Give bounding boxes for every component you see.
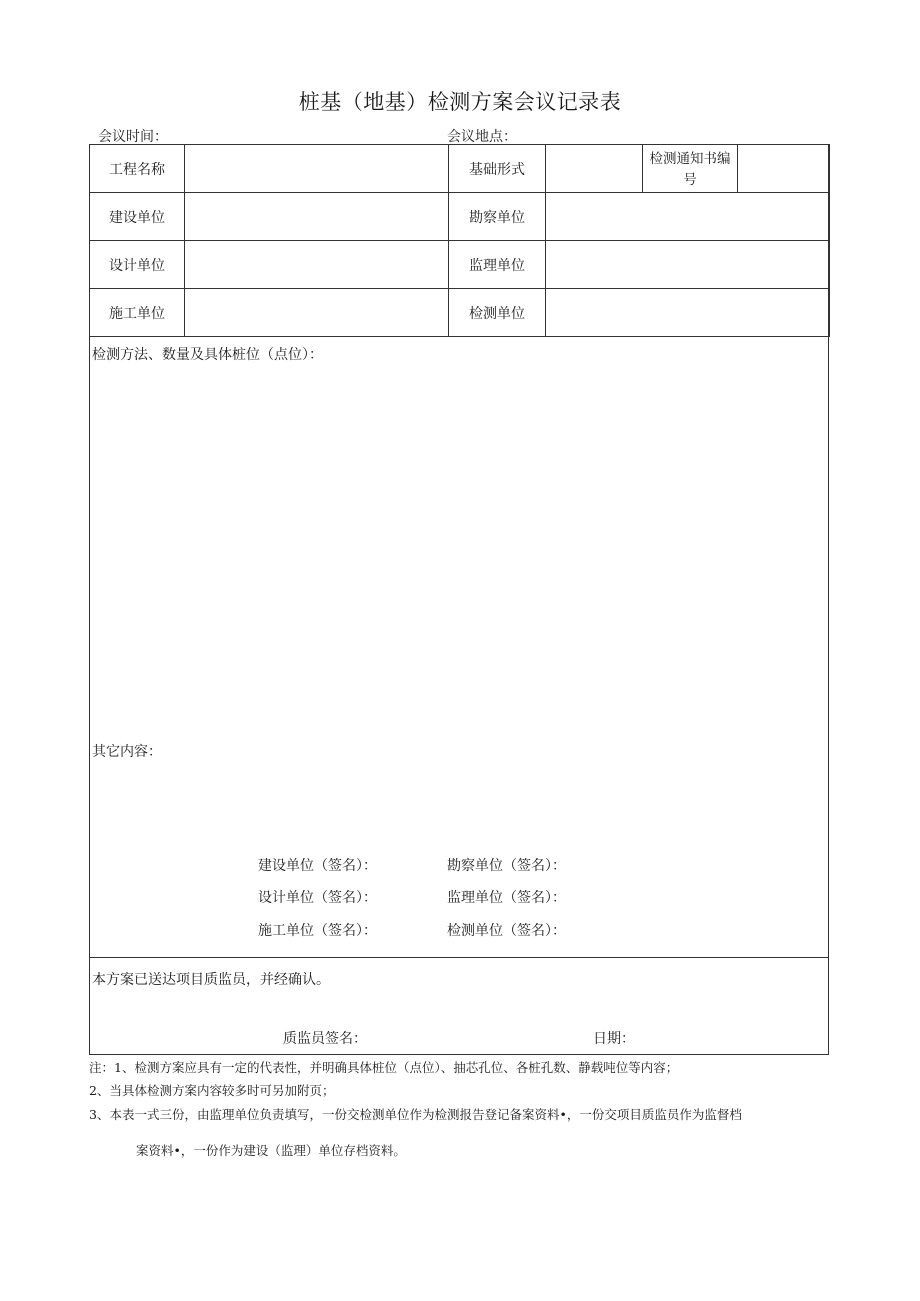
other-content-label: 其它内容： <box>92 744 162 760</box>
contractor-unit-label: 施工单位 <box>90 289 185 337</box>
supervision-unit-label: 监理单位 <box>449 241 546 289</box>
confirmation-text: 本方案已送达项目质监员，并经确认。 <box>92 972 330 988</box>
section-divider <box>89 957 829 958</box>
design-unit-label: 设计单位 <box>90 241 185 289</box>
table-row <box>90 145 830 193</box>
foundation-type-label: 基础形式 <box>449 145 546 193</box>
foundation-type-field[interactable] <box>546 145 643 193</box>
table-row <box>90 289 830 337</box>
contractor-signature-label: 施工单位（签名）： <box>258 923 377 939</box>
survey-unit-field[interactable] <box>546 193 830 241</box>
supervision-unit-field[interactable] <box>546 241 830 289</box>
testing-unit-field[interactable] <box>546 289 830 337</box>
survey-unit-label: 勘察单位 <box>449 193 546 241</box>
survey-signature-label: 勘察单位（签名）： <box>447 858 566 874</box>
owner-unit-field[interactable] <box>185 193 449 241</box>
design-signature-label: 设计单位（签名）： <box>258 890 377 906</box>
method-section-label: 检测方法、数量及具体桩位（点位）： <box>92 347 323 363</box>
testing-unit-label: 检测单位 <box>449 289 546 337</box>
meeting-place-label: 会议地点： <box>447 129 517 145</box>
table-row <box>90 193 830 241</box>
meeting-time-label: 会议时间： <box>98 129 168 145</box>
inspector-signature-label: 质监员签名： <box>283 1031 367 1047</box>
date-label: 日期： <box>593 1031 635 1047</box>
project-name-field[interactable] <box>185 145 449 193</box>
notice-no-label: 检测通知书编号 <box>643 145 738 193</box>
note-2: 2、当具体检测方案内容较多时可另加附页； <box>89 1083 335 1098</box>
testing-signature-label: 检测单位（签名）： <box>447 923 566 939</box>
design-unit-field[interactable] <box>185 241 449 289</box>
project-info-table <box>89 144 830 337</box>
note-3-line-2: 案资料•，一份作为建设（监理）单位存档资料。 <box>136 1143 406 1158</box>
table-row <box>90 241 830 289</box>
contractor-unit-field[interactable] <box>185 289 449 337</box>
note-1: 注：1、检测方案应具有一定的代表性，并明确具体桩位（点位）、抽芯孔位、各桩孔数、静载吨位等内容； <box>89 1060 679 1075</box>
page-title: 桩基（地基）检测方案会议记录表 <box>298 90 622 114</box>
supervision-signature-label: 监理单位（签名）： <box>447 890 566 906</box>
project-name-label: 工程名称 <box>90 145 185 193</box>
owner-unit-label: 建设单位 <box>90 193 185 241</box>
notice-no-field[interactable] <box>738 145 830 193</box>
owner-signature-label: 建设单位（签名）： <box>258 858 377 874</box>
note-3-line-1: 3、本表一式三份，由监理单位负责填写，一份交检测单位作为检测报告登记备案资料•，一份交项目质监员作为监督档 <box>89 1107 742 1122</box>
